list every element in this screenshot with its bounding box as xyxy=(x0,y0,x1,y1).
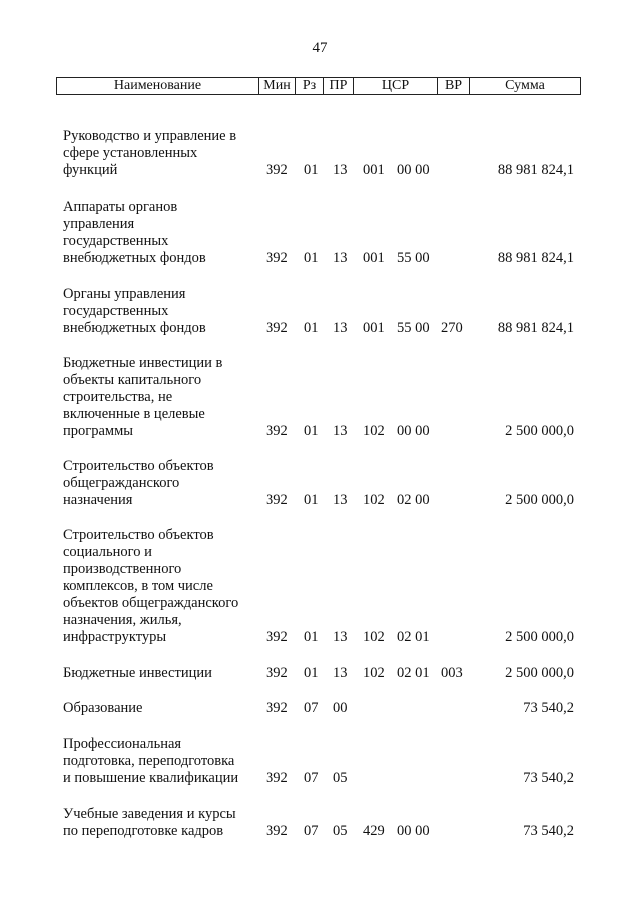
row-name: Образование xyxy=(63,700,143,716)
row-pr: 13 xyxy=(333,162,348,178)
row-sum: 73 540,2 xyxy=(523,700,574,716)
row-rz: 07 xyxy=(304,770,319,786)
row-pr: 00 xyxy=(333,700,348,716)
row-sum: 88 981 824,1 xyxy=(497,162,574,178)
row-csr-code: 001 xyxy=(363,320,385,336)
row-pr: 05 xyxy=(333,823,348,839)
row-csr-code: 429 xyxy=(363,823,385,839)
row-pr: 13 xyxy=(333,423,348,439)
row-min: 392 xyxy=(266,629,288,645)
header-name: Наименование xyxy=(113,78,202,93)
row-csr-sub: 55 00 xyxy=(397,250,430,266)
row-csr-code: 102 xyxy=(363,423,385,439)
row-sum: 2 500 000,0 xyxy=(505,665,574,681)
row-csr-code: 001 xyxy=(363,162,385,178)
header-vr: ВР xyxy=(437,78,469,94)
row-sum: 88 981 824,1 xyxy=(497,250,574,266)
row-csr-sub: 02 00 xyxy=(397,492,430,508)
page-number: 47 xyxy=(312,40,328,56)
row-csr-sub: 02 01 xyxy=(397,665,430,681)
row-rz: 07 xyxy=(304,700,319,716)
row-min: 392 xyxy=(266,320,288,336)
row-name: Аппараты органов управления государственных внебюджетных фондов xyxy=(63,199,206,266)
header-min: Мин xyxy=(258,78,295,94)
row-min: 392 xyxy=(266,250,288,266)
row-rz: 01 xyxy=(304,423,319,439)
row-pr: 13 xyxy=(333,320,348,336)
row-csr-sub: 00 00 xyxy=(397,423,430,439)
row-rz: 01 xyxy=(304,492,319,508)
row-csr-sub: 00 00 xyxy=(397,162,430,178)
header-pr: ПР xyxy=(323,78,353,94)
row-min: 392 xyxy=(266,770,288,786)
row-sum: 2 500 000,0 xyxy=(505,629,574,645)
row-pr: 13 xyxy=(333,629,348,645)
row-name: Руководство и управление в сфере установленных функций xyxy=(63,128,237,178)
row-name: Профессиональная подготовка, переподготовка и повышение квалификации xyxy=(63,736,239,786)
row-pr: 13 xyxy=(333,250,348,266)
row-name: Строительство объектов общегражданского назначения xyxy=(63,458,214,508)
row-csr-sub: 02 01 xyxy=(397,629,430,645)
row-min: 392 xyxy=(266,665,288,681)
row-pr: 13 xyxy=(333,665,348,681)
header-sum: Сумма xyxy=(469,78,580,94)
row-sum: 73 540,2 xyxy=(523,770,574,786)
row-csr-sub: 00 00 xyxy=(397,823,430,839)
row-csr-code: 001 xyxy=(363,250,385,266)
row-sum: 2 500 000,0 xyxy=(505,492,574,508)
row-rz: 01 xyxy=(304,320,319,336)
row-rz: 07 xyxy=(304,823,319,839)
row-csr-code: 102 xyxy=(363,492,385,508)
row-name: Бюджетные инвестиции в объекты капитального строительства, не включенные в целевые программы xyxy=(63,355,223,439)
row-vr: 270 xyxy=(441,320,463,336)
row-pr: 05 xyxy=(333,770,348,786)
row-csr-sub: 55 00 xyxy=(397,320,430,336)
row-min: 392 xyxy=(266,700,288,716)
row-csr-code: 102 xyxy=(363,629,385,645)
row-rz: 01 xyxy=(304,250,319,266)
row-sum: 88 981 824,1 xyxy=(497,320,574,336)
header-rz: Рз xyxy=(295,78,323,94)
row-sum: 2 500 000,0 xyxy=(505,423,574,439)
header-csr: ЦСР xyxy=(353,78,437,94)
row-sum: 73 540,2 xyxy=(523,823,574,839)
row-name: Органы управления государственных внебюджетных фондов xyxy=(63,286,206,336)
row-csr-code: 102 xyxy=(363,665,385,681)
table-header xyxy=(56,77,581,95)
row-min: 392 xyxy=(266,823,288,839)
row-rz: 01 xyxy=(304,162,319,178)
row-pr: 13 xyxy=(333,492,348,508)
row-rz: 01 xyxy=(304,629,319,645)
row-min: 392 xyxy=(266,423,288,439)
row-rz: 01 xyxy=(304,665,319,681)
row-vr: 003 xyxy=(441,665,463,681)
row-min: 392 xyxy=(266,162,288,178)
row-name: Бюджетные инвестиции xyxy=(63,665,212,681)
row-name: Учебные заведения и курсы по переподготовке кадров xyxy=(63,806,236,839)
row-name: Строительство объектов социального и производственного комплексов, в том числе объектов общегражданского назначения, жилья, инфраструктуры xyxy=(63,527,239,645)
row-min: 392 xyxy=(266,492,288,508)
